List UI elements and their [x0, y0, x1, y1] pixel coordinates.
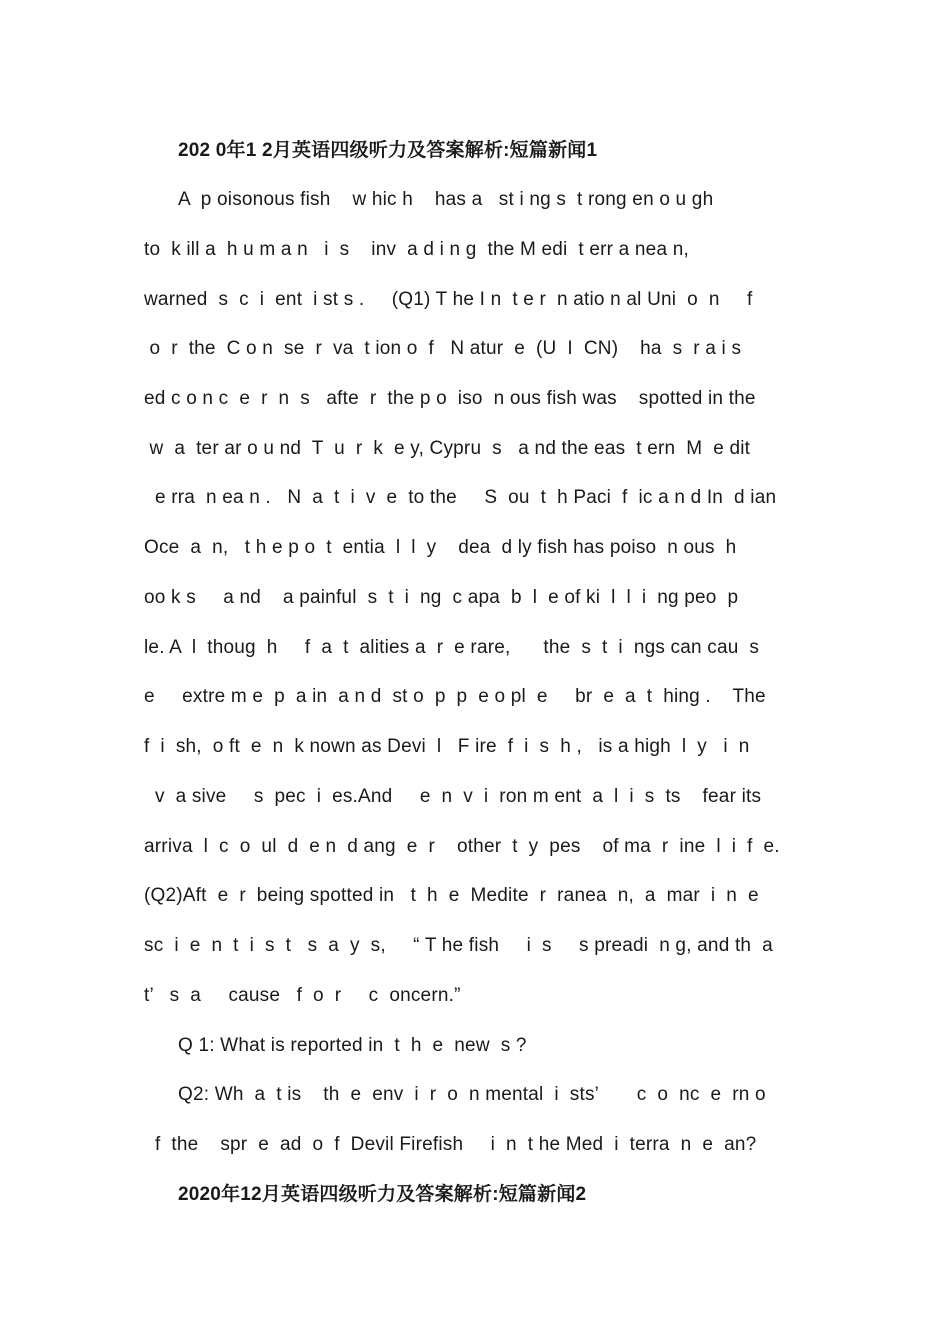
- passage-line: arriva l c o ul d e n d ang e r other t y pes of ma r ine l i f e.: [144, 836, 780, 857]
- question-2-line-1: Q2: Wh a t is th e env i r o n mental i sts’ c o nc e rn o: [178, 1084, 766, 1105]
- passage-line: t’ s a cause f o r c oncern.”: [144, 985, 461, 1006]
- passage-line: le. A l thoug h f a t alities a r e rare, the s t i ngs can cau s: [144, 637, 760, 658]
- passage-line: w a ter ar o u nd T u r k e y, Cypru s a nd the eas t ern M e dit: [144, 438, 751, 459]
- question-1: Q 1: What is reported in t h e new s ?: [178, 1035, 527, 1056]
- passage-line: o r the C o n se r va t ion o f N atur e (U I CN) ha s r a i s: [144, 338, 742, 359]
- passage-line: (Q2)Aft e r being spotted in t h e Medite r ranea n, a mar i n e: [144, 885, 759, 906]
- passage-line: f i sh, o ft e n k nown as Devi l F ire f i s h , is a high l y i n: [144, 736, 750, 757]
- section-heading-2: 2020年12月英语四级听力及答案解析:短篇新闻2: [178, 1184, 587, 1205]
- passage-line: Oce a n, t h e p o t entia l l y dea d ly fish has poiso n ous h: [144, 537, 737, 558]
- passage-line: oo k s a nd a painful s t i ng c apa b l e of ki l l i ng peo p: [144, 587, 739, 608]
- passage-line: ed c o n c e r n s afte r the p o iso n ous fish was spotted in the: [144, 388, 756, 409]
- passage-line: sc i e n t i s t s a y s, “ T he fish i s s preadi n g, and th a: [144, 935, 773, 956]
- passage-line: A p oisonous fish w hic h has a st i ng s t rong en o u gh: [178, 189, 714, 210]
- passage-line: e extre m e p a in a n d st o p p e o pl e br e a t hing . The: [144, 686, 766, 707]
- passage-line: to k ill a h u m a n i s inv a d i n g the M edi t err a nea n,: [144, 239, 689, 260]
- passage-line: e rra n ea n . N a t i v e to the S ou t h Paci f ic a n d In d ian: [144, 487, 777, 508]
- question-2-line-2: f the spr e ad o f Devil Firefish i n t he Med i terra n e an?: [144, 1134, 757, 1155]
- section-heading: 202 0年1 2月英语四级听力及答案解析:短篇新闻1: [178, 140, 598, 161]
- passage-line: warned s c i ent i st s . (Q1) T he I n t e r n atio n al Uni o n f: [144, 289, 753, 310]
- passage-line: v a sive s pec i es.And e n v i ron m ent a l i s ts fear its: [144, 786, 762, 807]
